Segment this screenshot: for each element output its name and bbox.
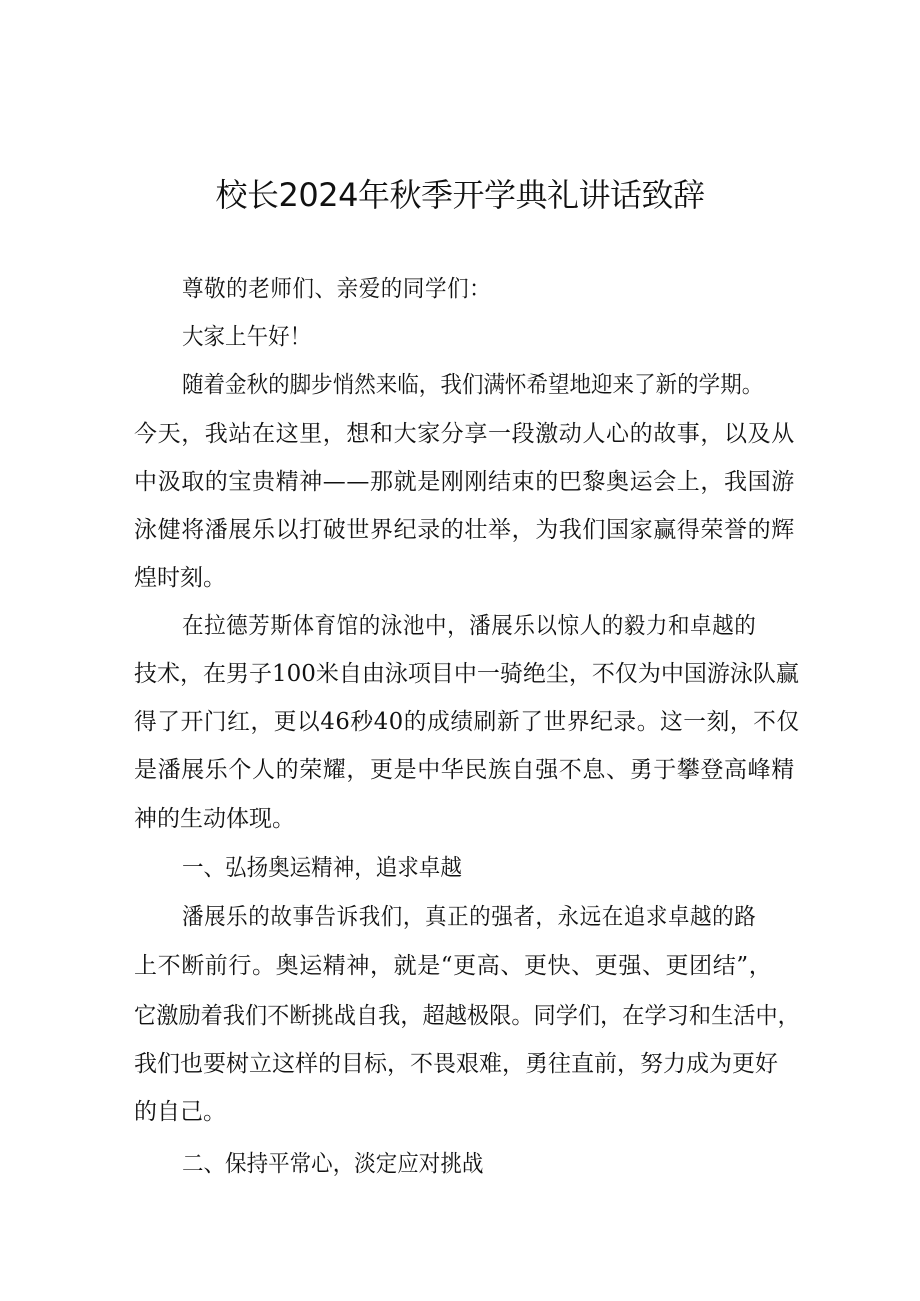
paragraph-2-line-3: 得了开门红，更以46秒40的成绩刷新了世界纪录。这一刻，不仅 bbox=[134, 709, 800, 735]
salutation: 尊敬的老师们、亲爱的同学们： bbox=[182, 276, 492, 302]
paragraph-2-line-1: 在拉德芳斯体育馆的泳池中，潘展乐以惊人的毅力和卓越的 bbox=[182, 613, 757, 639]
paragraph-3-line-3: 它激励着我们不断挑战自我，超越极限。同学们，在学习和生活中， bbox=[134, 1003, 800, 1029]
section-1-heading: 一、弘扬奥运精神，追求卓越 bbox=[182, 855, 462, 881]
paragraph-1-line-3: 中汲取的宝贵精神——那就是刚刚结束的巴黎奥运会上，我国游 bbox=[134, 469, 795, 495]
paragraph-3-line-4: 我们也要树立这样的目标，不畏艰难，勇往直前，努力成为更好 bbox=[134, 1051, 778, 1077]
paragraph-1-line-1: 随着金秋的脚步悄然来临，我们满怀希望地迎来了新的学期。 bbox=[182, 372, 764, 398]
document-title: 校长2024年秋季开学典礼讲话致辞 bbox=[215, 176, 705, 214]
paragraph-3-line-1: 潘展乐的故事告诉我们，真正的强者，永远在追求卓越的路 bbox=[182, 904, 757, 930]
paragraph-1-line-2: 今天，我站在这里，想和大家分享一段激动人心的故事，以及从 bbox=[134, 421, 795, 447]
paragraph-2-line-2: 技术，在男子100米自由泳项目中一骑绝尘，不仅为中国游泳队赢 bbox=[134, 661, 799, 687]
section-2-heading: 二、保持平常心，淡定应对挑战 bbox=[182, 1151, 484, 1177]
paragraph-2-line-4: 是潘展乐个人的荣耀，更是中华民族自强不息、勇于攀登高峰精 bbox=[134, 757, 795, 783]
paragraph-2-line-5: 神的生动体现。 bbox=[134, 806, 295, 832]
paragraph-1-line-5: 煌时刻。 bbox=[134, 565, 226, 591]
greeting: 大家上午好！ bbox=[182, 324, 312, 350]
paragraph-3-line-2: 上不断前行。奥运精神，就是“更高、更快、更强、更团结”， bbox=[134, 953, 773, 979]
paragraph-3-line-5: 的自己。 bbox=[134, 1099, 226, 1125]
paragraph-1-line-4: 泳健将潘展乐以打破世界纪录的壮举，为我们国家赢得荣誉的辉 bbox=[134, 517, 795, 543]
